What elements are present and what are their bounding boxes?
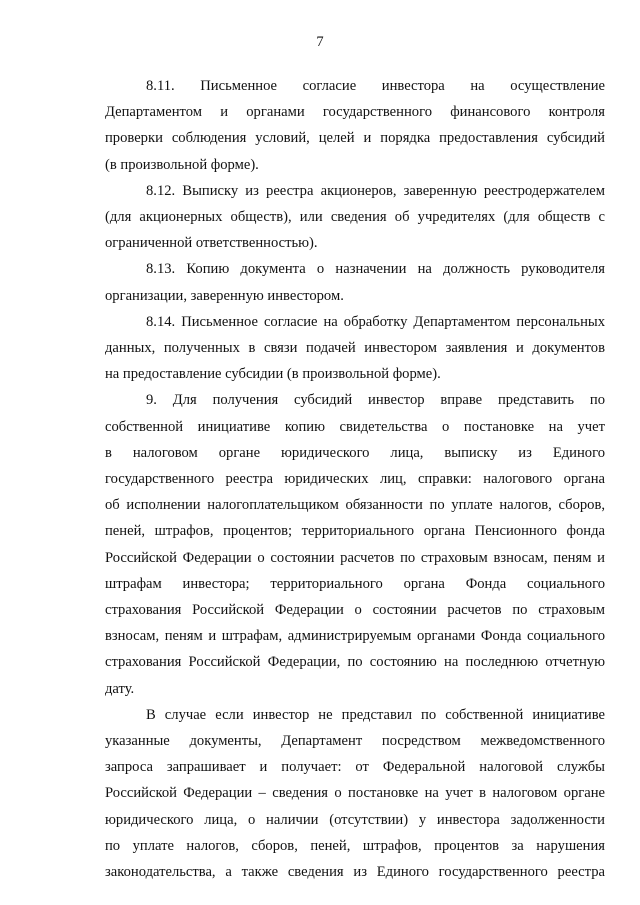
text-line: В случае если инвестор не представил по собственной инициативе [146, 706, 605, 723]
text-line: юридического лица, о наличии (отсутствии) у инвестора задолженности [105, 811, 605, 828]
document-body [105, 73, 605, 885]
paragraph-9 [105, 387, 605, 701]
text-line: 9. Для получения субсидий инвестор вправе представить по [146, 392, 605, 409]
text-line: (в произвольной форме). [105, 156, 259, 173]
text-line: проверки соблюдения условий, целей и порядка предоставления субсидий [105, 130, 605, 147]
text-line: собственной инициативе копию свидетельства о постановке на учет [105, 418, 605, 435]
paragraph-8-12 [105, 178, 605, 257]
text-line: 8.14. Письменное согласие на обработку Департаментом персональных [146, 313, 605, 330]
text-line: штрафам инвестора; территориального органа Фонда социального [105, 575, 605, 592]
text-line: Российской Федерации о состоянии расчетов по страховым взносам, пеням и [105, 549, 605, 566]
text-line: ограниченной ответственностью). [105, 235, 318, 252]
text-line: в налоговом органе юридического лица, выписку из Единого [105, 444, 605, 461]
text-line: (для акционерных обществ), или сведения об учредителях (для обществ с [105, 209, 605, 226]
text-line: указанные документы, Департамент посредством межведомственного [105, 733, 605, 750]
text-line: Российской Федерации – сведения о постановке на учет в налоговом органе [105, 785, 605, 802]
text-line: пеней, штрафов, процентов; территориального органа Пенсионного фонда [105, 523, 605, 540]
text-line: государственного реестра юридических лиц, справки: налогового органа [105, 471, 605, 488]
text-line: законодательства, а также сведения из Единого государственного реестра [105, 864, 605, 881]
text-line: запроса запрашивает и получает: от Федеральной налоговой службы [105, 759, 605, 776]
text-line: взносам, пеням и штрафам, администрируемым органами Фонда социального [105, 628, 605, 645]
text-line: по уплате налогов, сборов, пеней, штрафов, процентов за нарушения [105, 837, 605, 854]
text-line: 8.12. Выписку из реестра акционеров, заверенную реестродержателем [146, 182, 605, 199]
text-line: Департаментом и органами государственного финансового контроля [105, 104, 605, 121]
text-line: 8.11. Письменное согласие инвестора на осуществление [146, 78, 605, 94]
text-line: 8.13. Копию документа о назначении на должность руководителя [146, 261, 605, 278]
text-line: дату. [105, 680, 135, 697]
paragraph-8-13 [105, 256, 605, 308]
text-line: данных, полученных в связи подачей инвестором заявления и документов [105, 340, 605, 357]
text-line: об исполнении налогоплательщиком обязанности по уплате налогов, сборов, [105, 497, 605, 514]
text-line: организации, заверенную инвестором. [105, 287, 344, 304]
paragraph-8-11 [105, 73, 605, 178]
page-number: 7 [316, 34, 324, 50]
text-line: страхования Российской Федерации, по состоянию на последнюю отчетную [105, 654, 605, 671]
paragraph-8-14 [105, 309, 605, 388]
paragraph-case [105, 702, 605, 885]
text-line: на предоставление субсидии (в произвольной форме). [105, 366, 441, 383]
text-line: страхования Российской Федерации о состоянии расчетов по страховым [105, 602, 605, 619]
